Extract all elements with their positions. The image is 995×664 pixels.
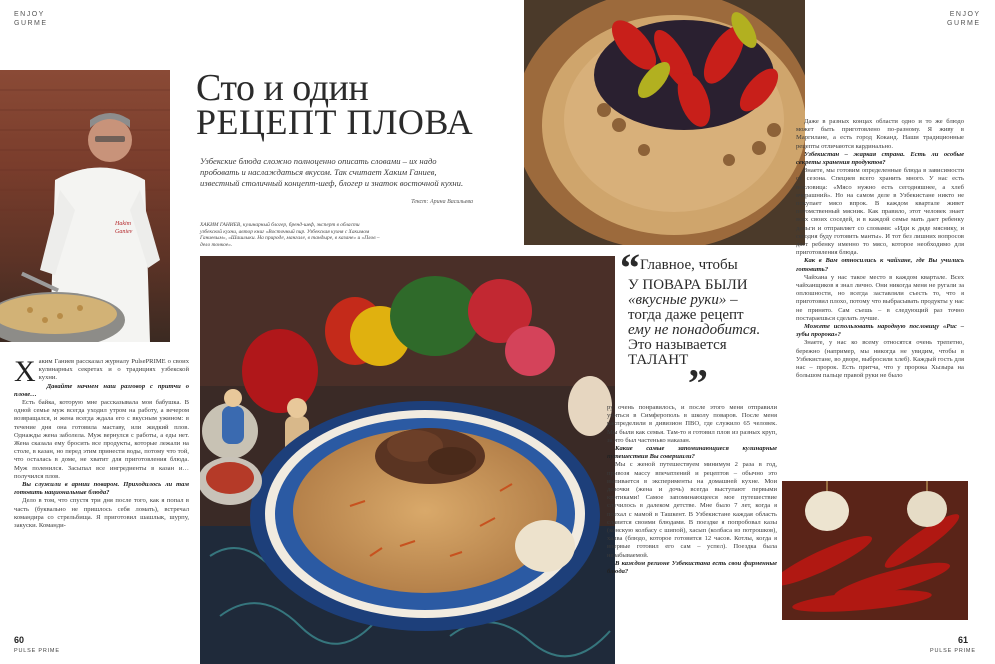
plov-top-photo: [524, 0, 805, 245]
page-number-right: 61: [958, 635, 969, 645]
article-lead: Узбекские блюда сложно полноценно описать словами – их надо пробовать и наслаждаться вкусом. Так считает Хаким Ганиев, известный столичный концепт-шеф, блогер и знаток восточной кухни.: [200, 156, 464, 188]
col1-question-1: Давайте начнем наш разговор с притчи о плове…: [14, 382, 189, 398]
plov-dish-photo: [200, 256, 615, 664]
quote-line-3: «вкусные руки» –: [628, 292, 738, 308]
magazine-name-right: PULSE PRIME: [930, 648, 976, 654]
quote-line-1: Главное, чтобы: [640, 257, 738, 273]
col2-question-2: В каждом регионе Узбекистана есть свои фирменные блюда?: [607, 559, 777, 576]
header-enjoy-right: ENJOY: [949, 11, 981, 18]
quote-line-2: У ПОВАРА БЫЛИ: [628, 277, 748, 293]
col3-paragraph-2: Знаете, мы готовим определенные блюда в зависимости от сезона. Специев всего хранить много. У нас есть пословица: «Мясо нужно есть сегодняшнее, а хлеб вчерашний». Но на самом деле в Узбекистане никто не покупает мясо впрок. В каждом квартале живет потомственный мясник. Как правило, этот человек знает всех своих соседей, и в каждой семье мать дает ребенку деньги и отправляет со словами: «Иди к дяде мяснику, и сегодня буду готовить манты». И тот без лишних вопросов дает ребенку именно то мясо, которое необходимо для приготовления блюда.: [796, 167, 964, 257]
article-title-line1: Сто и один: [196, 67, 369, 109]
col1-paragraph-2: Есть байка, которую мне рассказывала моя бабушка. В одной семье муж всегда уходил утром на работу, а вечером возвращался, и жена всегда ждала его с вкусным ужином: в течение дня она готовила маставу, или жидкий плов. Однажды жена заболела. Муж вернулся с работы, а еды нет. Жена сказала ему бросить все продукты, которые лежали на столе, в казан, но перед этим принести воды, потому что той, что осталась в доме, не хватит для приготовления блюда. Муж поленился. Засыпал все ингредиенты в казан и… получился плов.: [14, 399, 189, 480]
col2-paragraph-2: Мы с женой путешествуем минимум 2 раза в год, привозя массу впечатлений и рецептов – обычно это выливается в эксперименты на домашней кухне. Мои девочки (жена и дочь) всегда выступают первыми критиками! Самое запоминающееся мое путешествие случилось в далеком детстве. Мне было 7 лет, когда я поехал с мамой в Ташкент. В Узбекистане каждая область славится своими блюдами. В поездке я попробовал казы (конскую колбасу с шипой), хасып (колбаса из потрошков), халва (блюдо, которое готовится 12 часов. Котлы, когда я впервые готовил его сам – успел). Поездка была незабываемой.: [607, 461, 777, 559]
chef-bio: ХАКИМ ГАНИЕВ, кулинарный блогер, бренд-шеф, эксперт в области узбекской кухни, автор книг «Восточный пир. Узбекская кухня с Хакимом Ганиевым», «Шашлыки. На природе, мангале, в тандыре, в казане» и «Плов – дело тонкое».: [200, 222, 380, 248]
magazine-name-left: PULSE PRIME: [14, 648, 60, 654]
text-column-1: [14, 355, 189, 530]
text-column-3: [796, 118, 964, 381]
header-gurme-right: GURME: [947, 20, 981, 27]
header-enjoy-left: ENJOY: [14, 11, 45, 18]
chef-photo: [0, 70, 170, 342]
col1-paragraph-3: Дело в том, что спустя три дня после того, как я попал в часть (буквально не пришлось себя ломать), встречал командира со стрельбища. Я приготовил шашлык, шурпу, закуски. Команди-: [14, 497, 189, 530]
col3-paragraph-1: Даже в разных концах области одно и то же блюдо может быть приготовлено по-разному. Я живу в Маргилане, а есть город Коканд. Наши традиционные рецепты отличаются кардинально.: [796, 118, 964, 150]
pull-quote: [620, 245, 790, 385]
col1-paragraph-1: аким Ганиев рассказал журналу PulsePRIME о своих кулинарных секретах и о традициях узбекской кухни.: [38, 358, 189, 382]
close-quote-mark: „: [688, 340, 709, 385]
svg-text:Hakim: Hakim: [115, 221, 131, 227]
col3-paragraph-4: Знаете, у нас ко всему относятся очень трепетно, бережно (например, мы никогда не увидим, чтобы в Узбекистане, во дворе, выбросили хлеб). Каждый гость для нас – пророк. Есть притча, что у пророка Хызыра на большом пальце правой руки не было: [796, 339, 964, 380]
svg-text:Ganiev: Ganiev: [115, 229, 133, 235]
col3-question-1: Узбекистан – жаркая страна. Есть ли особые секреты хранения продуктов?: [796, 150, 964, 167]
drop-cap: Х: [14, 355, 36, 388]
quote-line-7: ТАЛАНТ: [628, 352, 689, 368]
col3-question-2: Как в Вам относились к чайхане, где Вы учились готовить?: [796, 257, 964, 273]
col1-question-2: Вы служили в армии поваром. Приходилось ли там готовить национальные блюда?: [14, 481, 189, 497]
quote-line-5: ему не понадобится.: [628, 322, 761, 338]
quote-line-4: тогда даже рецепт: [628, 307, 744, 323]
col2-question-1: Какие самые запоминающиеся кулинарные путешествия Вы совершили?: [607, 445, 777, 461]
quote-line-6: Это называется: [628, 337, 727, 353]
col2-paragraph-1: ру очень понравилось, и после этого меня отправили учиться в Симферополь в школу поваров. После меня распределили в дивизион ПВО, где служило 65 человек. Мы были как семья. Там-то я готовил плов из разных круп, за что был частенько наказан.: [607, 404, 777, 444]
peppers-garlic-photo: [782, 481, 968, 620]
open-quote-mark: “: [620, 245, 640, 290]
article-title-line2: РЕЦЕПТ ПЛОВА: [196, 102, 474, 142]
col3-paragraph-3: Чайхана у нас такое место в каждом квартале. Всех чайханщиков я знал лично. Они никогда меня не ругали за оплошности, но всегда заставляли съесть то, что я приготовил плохо, потому что выбрасывать продукты у нас не принято. Сам съешь – в следующий раз точно постараешься сделать лучше.: [796, 273, 964, 322]
author-credit: Текст: Арина Васильева: [411, 199, 473, 205]
header-gurme-left: GURME: [14, 20, 48, 27]
page-number-left: 60: [14, 635, 25, 645]
text-column-2: [607, 404, 777, 576]
col3-question-3: Можете использовать народную пословицу «Рис – зубы пророка»?: [796, 323, 964, 339]
section-header-left: [14, 10, 48, 28]
section-header-right: [947, 10, 981, 28]
